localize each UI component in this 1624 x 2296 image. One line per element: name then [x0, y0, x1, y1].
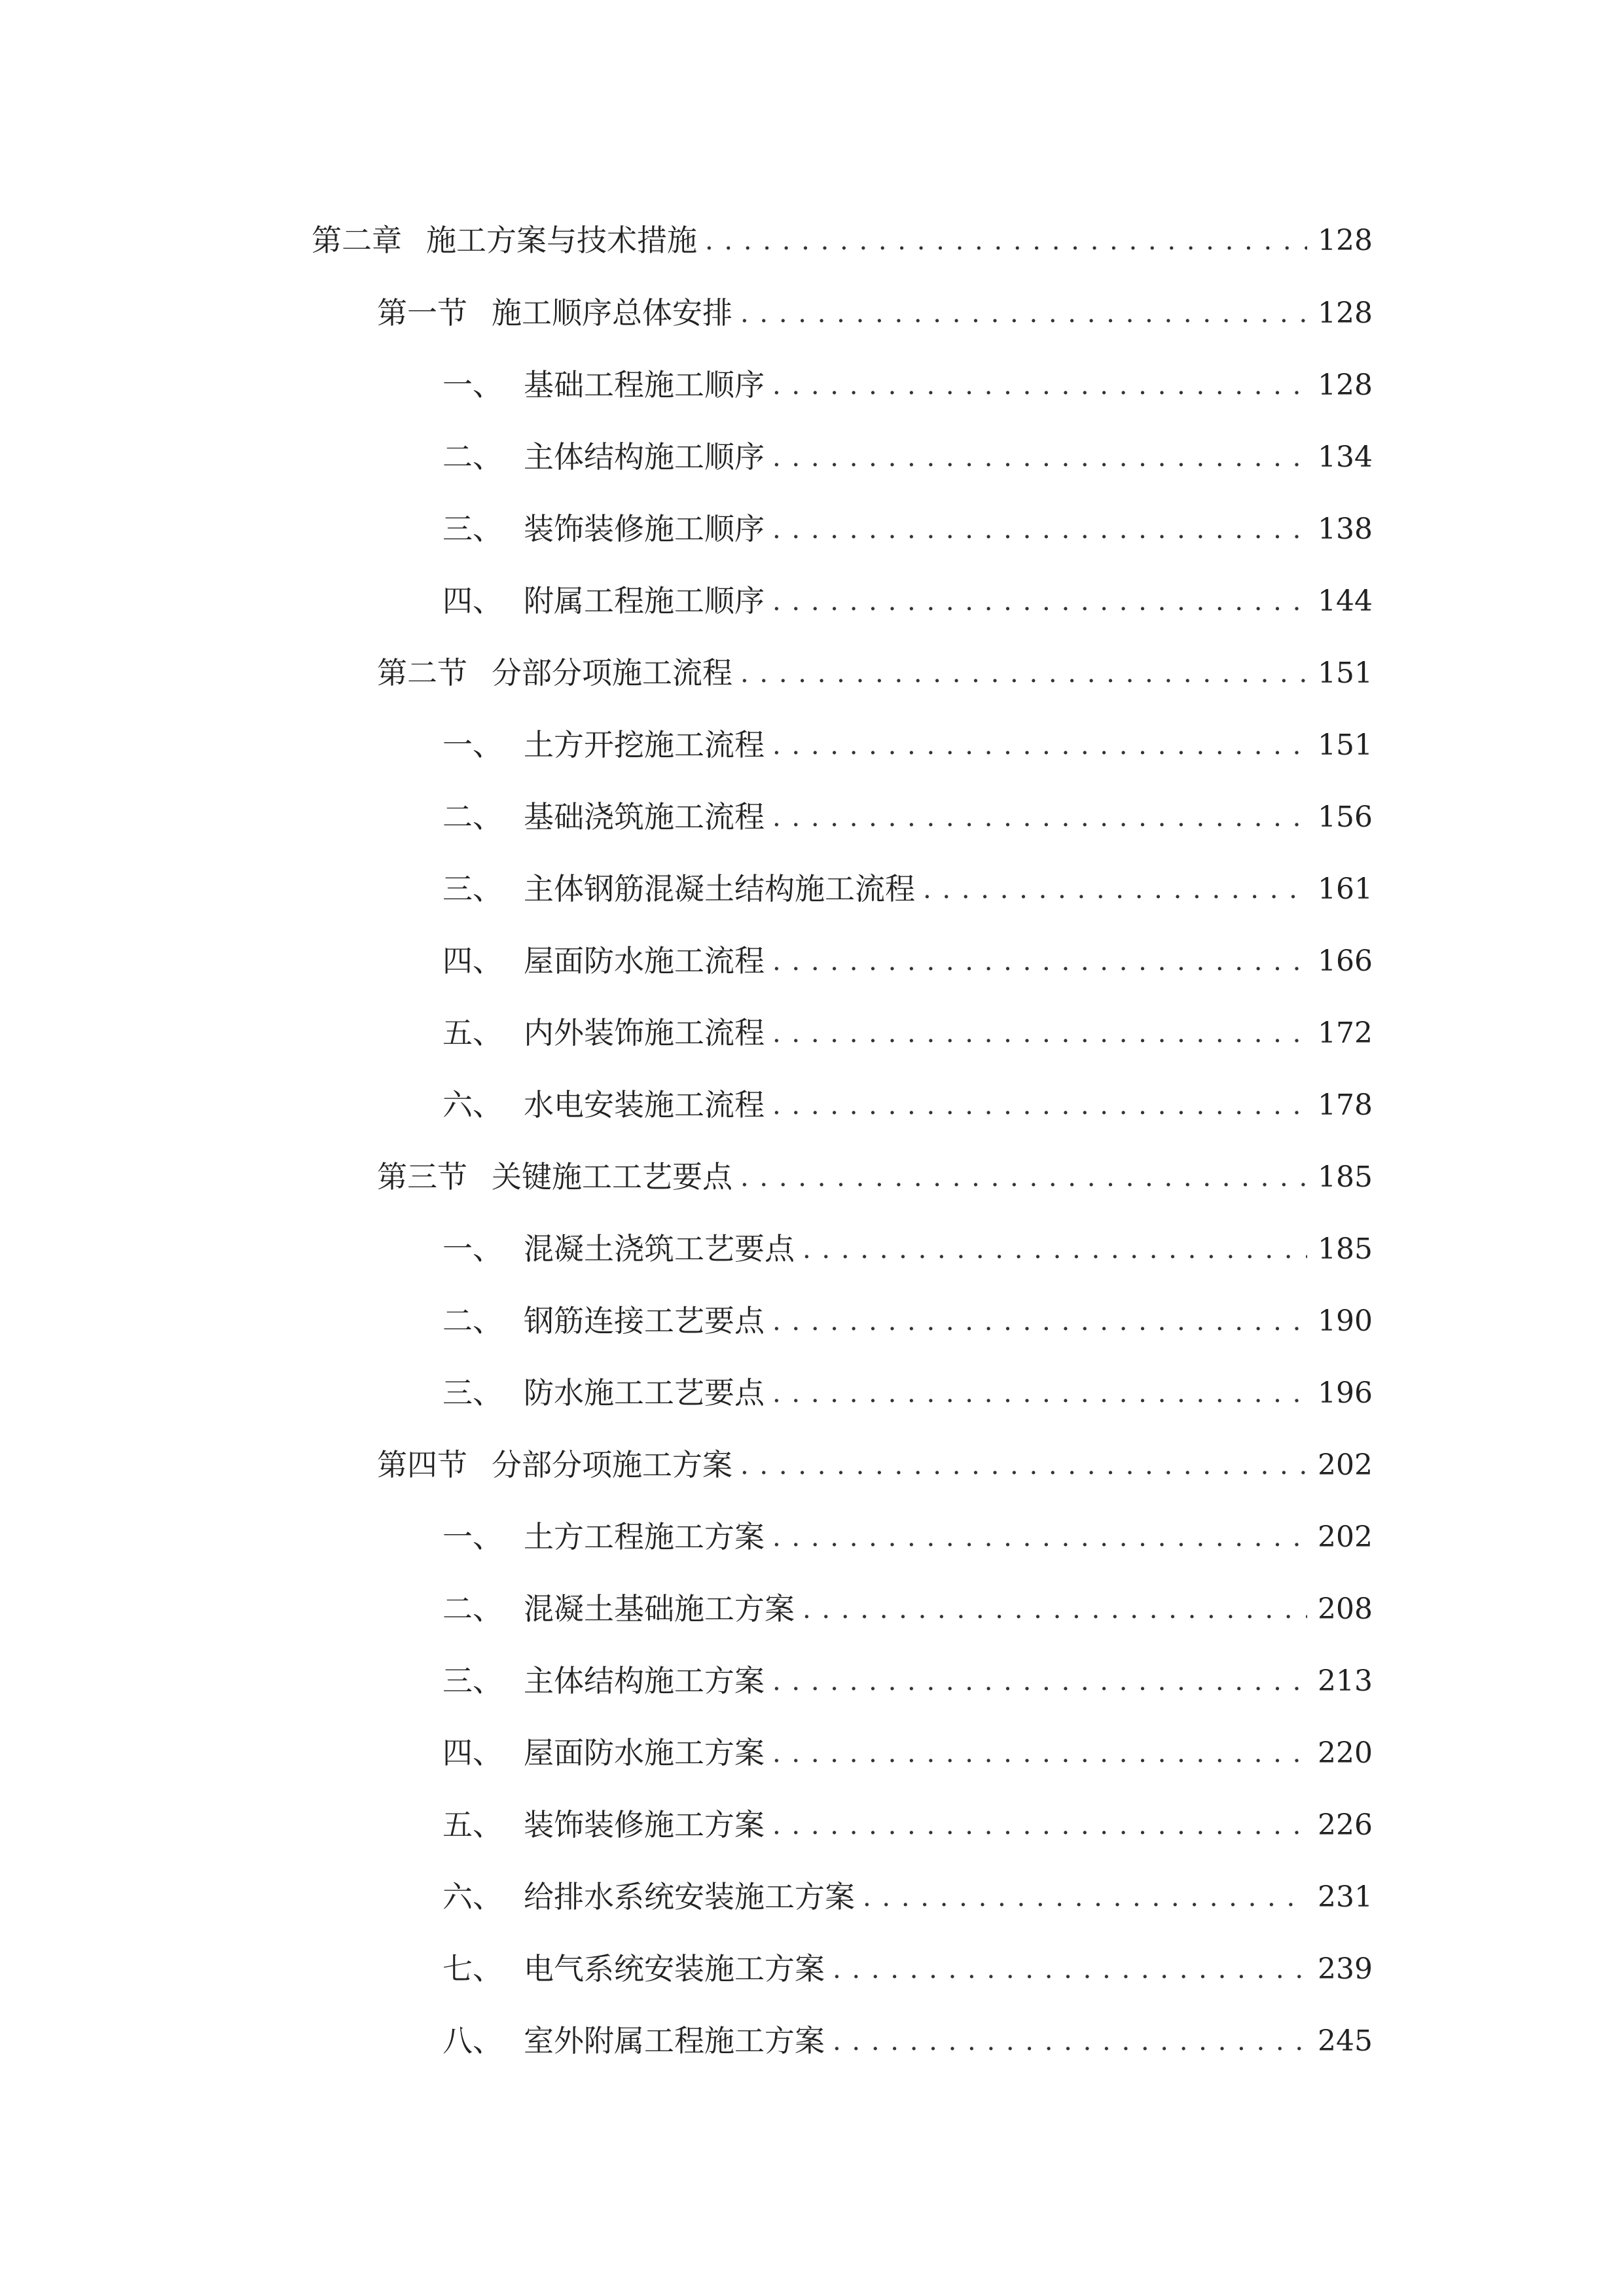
toc-entry-page: 156: [1318, 800, 1373, 834]
toc-entry-number: 七、: [442, 1951, 503, 1986]
toc-dot-leader: [772, 1380, 1307, 1407]
toc-entry-page: 185: [1318, 1160, 1373, 1194]
toc-entry-page: 231: [1318, 1880, 1373, 1914]
toc-entry-page: 144: [1318, 584, 1373, 618]
toc-entry-title: 防水施工工艺要点: [524, 1375, 765, 1410]
toc-entry-item[interactable]: [442, 1211, 1373, 1264]
toc-entry-number: 第二章: [312, 223, 402, 258]
toc-dot-leader: [833, 2028, 1307, 2054]
toc-dot-leader: [740, 300, 1307, 327]
toc-dot-leader: [863, 1884, 1307, 1910]
toc-dot-leader: [772, 588, 1307, 615]
toc-entry-number: 第一节: [377, 295, 467, 331]
toc-dot-leader: [705, 228, 1307, 254]
toc-entry-number: 二、: [442, 439, 503, 475]
toc-entry-page: 245: [1318, 2024, 1373, 2058]
toc-entry-page: 185: [1318, 1232, 1373, 1266]
toc-entry-chapter-2[interactable]: [312, 203, 1373, 258]
toc-entry-item[interactable]: [442, 1643, 1373, 1696]
toc-entry-number: 六、: [442, 1087, 503, 1122]
toc-dot-leader: [772, 1020, 1307, 1047]
toc-entry-title: 基础浇筑施工流程: [524, 799, 765, 834]
toc-entry-page: 202: [1318, 1520, 1373, 1554]
toc-dot-leader: [772, 1668, 1307, 1695]
toc-entry-title: 混凝土浇筑工艺要点: [524, 1231, 795, 1266]
toc-entry-page: 128: [1318, 296, 1373, 330]
toc-entry-number: 四、: [442, 1735, 503, 1770]
toc-entry-item[interactable]: [442, 420, 1373, 475]
toc-entry-section-4[interactable]: [377, 1427, 1373, 1480]
toc-entry-title: 关键施工工艺要点: [492, 1159, 732, 1194]
toc-entry-title: 分部分项施工流程: [492, 655, 732, 691]
toc-entry-item[interactable]: [442, 1499, 1373, 1552]
toc-entry-title: 基础工程施工顺序: [524, 367, 765, 403]
toc-entry-number: 二、: [442, 799, 503, 834]
toc-entry-item[interactable]: [442, 996, 1373, 1048]
toc-entry-title: 土方工程施工方案: [524, 1519, 765, 1554]
toc-entry-item[interactable]: [442, 1355, 1373, 1408]
toc-entry-item[interactable]: [442, 1283, 1373, 1336]
toc-entry-item[interactable]: [442, 492, 1373, 547]
toc-entry-title: 主体钢筋混凝土结构施工流程: [524, 871, 915, 906]
toc-entry-number: 三、: [442, 511, 503, 547]
toc-entry-page: 128: [1318, 224, 1373, 257]
toc-entry-page: 134: [1318, 440, 1373, 474]
toc-entry-number: 五、: [442, 1015, 503, 1050]
toc-entry-title: 水电安装施工流程: [524, 1087, 765, 1122]
toc-entry-item[interactable]: [442, 852, 1373, 904]
toc-entry-number: 一、: [442, 1231, 503, 1266]
toc-entry-title: 装饰装修施工方案: [524, 1807, 765, 1842]
toc-entry-title: 装饰装修施工顺序: [524, 511, 765, 547]
toc-entry-number: 五、: [442, 1807, 503, 1842]
toc-entry-page: 151: [1318, 728, 1373, 762]
toc-dot-leader: [803, 1596, 1307, 1623]
toc-entry-page: 239: [1318, 1952, 1373, 1986]
toc-entry-number: 八、: [442, 2023, 503, 2058]
toc-entry-item[interactable]: [442, 924, 1373, 976]
toc-entry-section-3[interactable]: [377, 1139, 1373, 1192]
toc-entry-number: 第四节: [377, 1447, 467, 1482]
toc-dot-leader: [772, 948, 1307, 975]
toc-entry-page: 128: [1318, 368, 1373, 402]
toc-entry-item[interactable]: [442, 1931, 1373, 1984]
toc-entry-page: 202: [1318, 1448, 1373, 1482]
toc-entry-number: 第二节: [377, 655, 467, 691]
toc-entry-number: 四、: [442, 583, 503, 619]
toc-entry-page: 138: [1318, 512, 1373, 546]
toc-entry-title: 屋面防水施工方案: [524, 1735, 765, 1770]
toc-entry-title: 钢筋连接工艺要点: [524, 1303, 765, 1338]
toc-entry-number: 一、: [442, 727, 503, 762]
toc-entry-page: 220: [1318, 1736, 1373, 1770]
toc-dot-leader: [803, 1236, 1307, 1263]
toc-entry-page: 172: [1318, 1016, 1373, 1050]
toc-entry-item[interactable]: [442, 1571, 1373, 1624]
toc-entry-item[interactable]: [442, 348, 1373, 403]
toc-entry-number: 二、: [442, 1591, 503, 1626]
toc-dot-leader: [772, 732, 1307, 759]
toc-entry-page: 226: [1318, 1808, 1373, 1842]
toc-entry-number: 二、: [442, 1303, 503, 1338]
toc-entry-page: 151: [1318, 656, 1373, 690]
toc-dot-leader: [833, 1956, 1307, 1982]
toc-dot-leader: [740, 1452, 1307, 1479]
toc-entry-page: 208: [1318, 1592, 1373, 1626]
toc-entry-title: 主体结构施工顺序: [524, 439, 765, 475]
toc-dot-leader: [772, 1740, 1307, 1767]
toc-entry-title: 电气系统安装施工方案: [524, 1951, 825, 1986]
toc-entry-section-2[interactable]: [377, 636, 1373, 691]
toc-entry-number: 三、: [442, 871, 503, 906]
toc-entry-item[interactable]: [442, 708, 1373, 760]
toc-entry-item[interactable]: [442, 564, 1373, 619]
toc-dot-leader: [740, 1164, 1307, 1191]
toc-entry-item[interactable]: [442, 1715, 1373, 1768]
toc-dot-leader: [772, 1812, 1307, 1839]
toc-entry-page: 190: [1318, 1304, 1373, 1338]
toc-entry-item[interactable]: [442, 1859, 1373, 1912]
toc-dot-leader: [772, 1308, 1307, 1335]
toc-dot-leader: [740, 660, 1307, 687]
toc-entry-number: 四、: [442, 943, 503, 978]
toc-entry-number: 六、: [442, 1879, 503, 1914]
toc-entry-number: 三、: [442, 1375, 503, 1410]
toc-entry-section-1[interactable]: [377, 276, 1373, 331]
toc-dot-leader: [923, 876, 1307, 903]
toc-entry-title: 施工方案与技术措施: [426, 223, 697, 258]
toc-dot-leader: [772, 444, 1307, 471]
toc-entry-page: 161: [1318, 872, 1373, 906]
toc-entry-number: 一、: [442, 367, 503, 403]
toc-entry-number: 三、: [442, 1663, 503, 1698]
toc-entry-title: 分部分项施工方案: [492, 1447, 732, 1482]
toc-entry-item[interactable]: [442, 2003, 1373, 2056]
toc-entry-number: 一、: [442, 1519, 503, 1554]
toc-entry-title: 施工顺序总体安排: [492, 295, 732, 331]
toc-entry-number: 第三节: [377, 1159, 467, 1194]
toc-entry-page: 178: [1318, 1088, 1373, 1122]
toc-entry-item[interactable]: [442, 1787, 1373, 1840]
toc-entry-title: 土方开挖施工流程: [524, 727, 765, 762]
toc-entry-page: 196: [1318, 1376, 1373, 1410]
toc-dot-leader: [772, 1092, 1307, 1119]
toc-entry-title: 屋面防水施工流程: [524, 943, 765, 978]
toc-entry-title: 内外装饰施工流程: [524, 1015, 765, 1050]
toc-entry-title: 室外附属工程施工方案: [524, 2023, 825, 2058]
toc-entry-item[interactable]: [442, 1067, 1373, 1120]
toc-entry-page: 213: [1318, 1664, 1373, 1698]
toc-entry-title: 给排水系统安装施工方案: [524, 1879, 855, 1914]
toc-dot-leader: [772, 1524, 1307, 1551]
toc-dot-leader: [772, 516, 1307, 543]
toc-entry-item[interactable]: [442, 780, 1373, 832]
toc-entry-title: 附属工程施工顺序: [524, 583, 765, 619]
toc-dot-leader: [772, 804, 1307, 831]
toc-entry-page: 166: [1318, 944, 1373, 978]
toc-entry-title: 混凝土基础施工方案: [524, 1591, 795, 1626]
toc-entry-title: 主体结构施工方案: [524, 1663, 765, 1698]
toc-dot-leader: [772, 372, 1307, 399]
